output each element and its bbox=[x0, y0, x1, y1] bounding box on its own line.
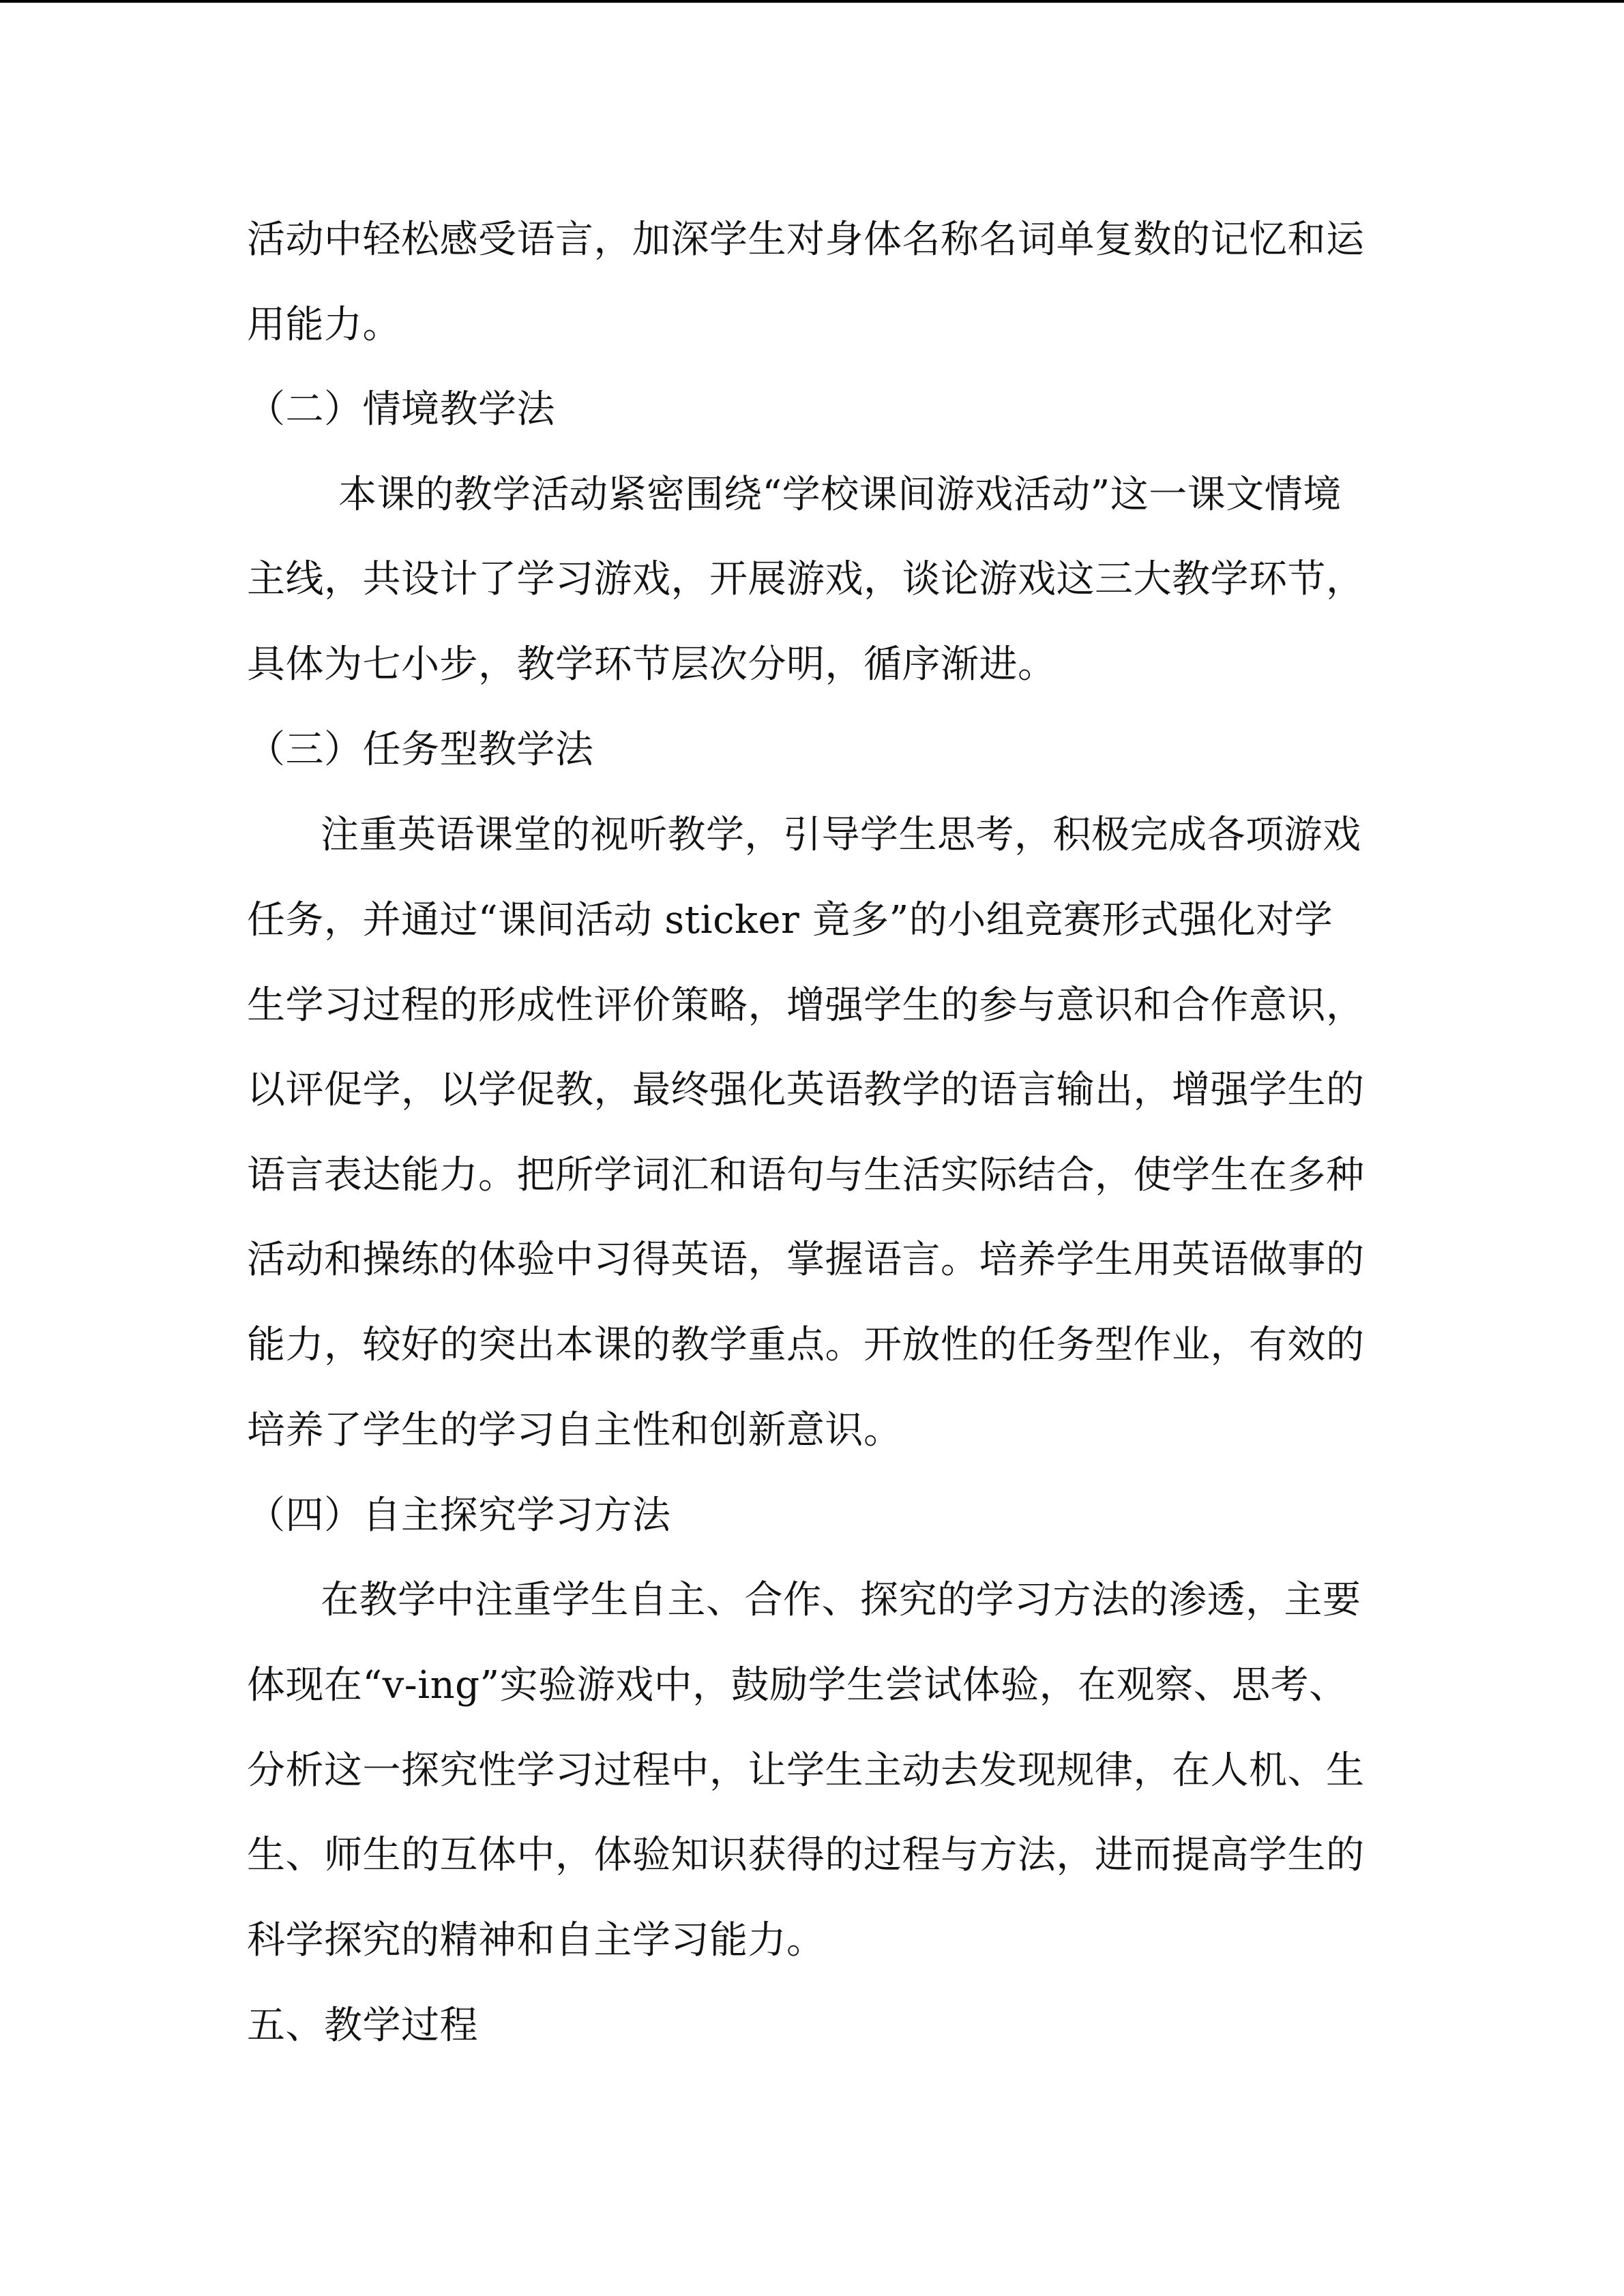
paragraph-4-line-1: 在教学中注重学生自主、合作、探究的学习方法的渗透，主要 bbox=[321, 1578, 1361, 1622]
paragraph-4-line-5: 科学探究的精神和自主学习能力。 bbox=[247, 1918, 825, 1963]
paragraph-2-line-2: 主线，共设计了学习游戏，开展游戏，谈论游戏这三大教学环节， bbox=[247, 557, 1365, 601]
paragraph-3-line-1: 注重英语课堂的视听教学，引导学生思考，积极完成各项游戏 bbox=[321, 813, 1361, 857]
heading-situational-teaching: （二）情境教学法 bbox=[247, 387, 555, 432]
paragraph-3-line-8: 培养了学生的学习自主性和创新意识。 bbox=[247, 1408, 902, 1452]
paragraph-2-line-3: 具体为七小步，教学环节层次分明，循序渐进。 bbox=[247, 642, 1057, 687]
paragraph-4-line-2: 体现在“v-ing”实验游戏中，鼓励学生尝试体验，在观察、思考、 bbox=[247, 1663, 1348, 1708]
paragraph-3-line-7: 能力，较好的突出本课的教学重点。开放性的任务型作业，有效的 bbox=[247, 1323, 1365, 1367]
paragraph-3-line-4: 以评促学，以学促教，最终强化英语教学的语言输出，增强学生的 bbox=[247, 1068, 1365, 1112]
paragraph-3-line-2: 任务，并通过“课间活动 sticker 竟多”的小组竞赛形式强化对学 bbox=[247, 898, 1333, 942]
paragraph-2-line-1: 本课的教学活动紧密围绕“学校课间游戏活动”这一课文情境 bbox=[338, 473, 1342, 517]
heading-task-based-teaching: （三）任务型教学法 bbox=[247, 728, 594, 772]
paragraph-3-line-3: 生学习过程的形成性评价策略，增强学生的参与意识和合作意识， bbox=[247, 983, 1365, 1028]
heading-inquiry-learning: （四）自主探究学习方法 bbox=[247, 1493, 671, 1538]
paragraph-1-line-1: 活动中轻松感受语言，加深学生对身体名称名词单复数的记忆和运 bbox=[247, 218, 1365, 262]
paragraph-3-line-6: 活动和操练的体验中习得英语，掌握语言。培养学生用英语做事的 bbox=[247, 1238, 1365, 1282]
paragraph-3-line-5: 语言表达能力。把所学词汇和语句与生活实际结合，使学生在多种 bbox=[247, 1153, 1365, 1197]
page-top-border bbox=[0, 0, 1624, 3]
paragraph-4-line-3: 分析这一探究性学习过程中，让学生主动去发现规律，在人机、生 bbox=[247, 1748, 1365, 1793]
paragraph-4-line-4: 生、师生的互体中，体验知识获得的过程与方法，进而提高学生的 bbox=[247, 1833, 1365, 1877]
section-title-teaching-process: 五、教学过程 bbox=[247, 2003, 478, 2048]
paragraph-1-line-2: 用能力。 bbox=[247, 303, 401, 347]
